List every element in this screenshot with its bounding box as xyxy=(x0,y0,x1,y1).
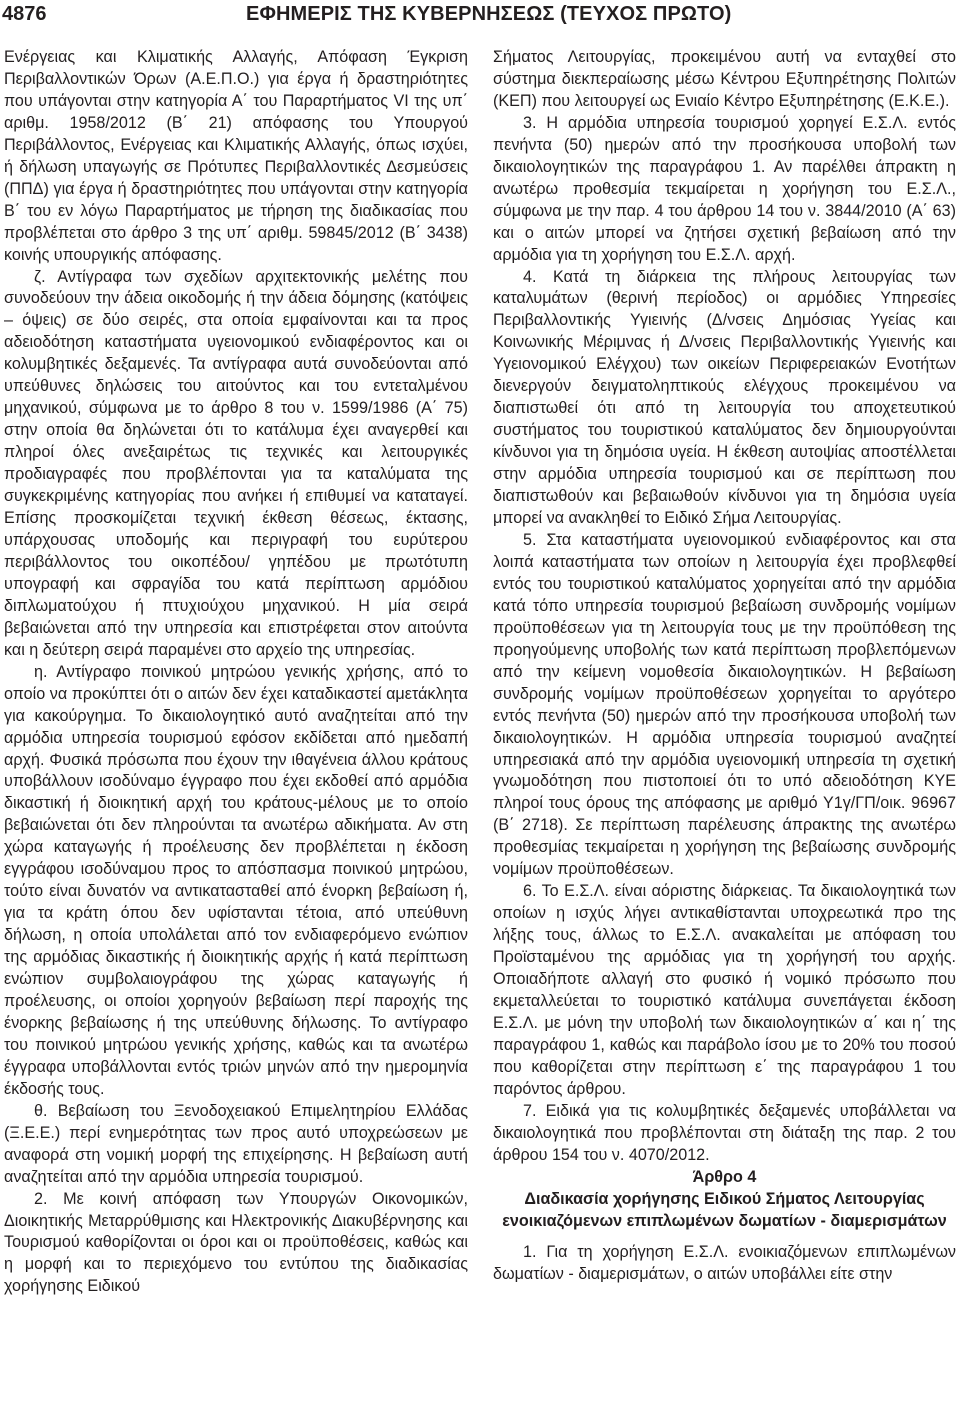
paragraph: 7. Ειδικά για τις κολυμβητικές δεξαμενές υποβάλλεται να δικαιολογητικά που προβλέπονται στη διάταξη της παρ. 2 του άρθρου 154 του ν. 4070/2012. xyxy=(493,1101,956,1164)
paragraph: θ. Βεβαίωση του Ξενοδοχειακού Επιμελητηρίου Ελλάδας (Ξ.Ε.Ε.) περί ενημερότητας των προς αυτό υποχρεώσεων με αναφορά στη νομική μορφή της επιχείρησης. Η βεβαίωση αυτή αναζητείται από την αρμόδια υπηρεσία τουρισμού. xyxy=(4,1101,468,1186)
running-title: ΕΦΗΜΕΡΙΣ ΤΗΣ ΚΥΒΕΡΝΗΣΕΩΣ (ΤΕΥΧΟΣ ΠΡΩΤΟ) xyxy=(246,3,732,25)
paragraph: 5. Στα καταστήματα υγειονομικού ενδιαφέροντος και στα λοιπά καταστήματα των οποίων η λειτουργία έχει προβλεφθεί εντός του τουριστικού καταλύματος χορηγείται από την αρμόδια κατά τόπο υπηρεσία τουρισμού βεβαίωση συνδρομής νομίμων προϋποθέσεων για τη λειτουργία τους με την προϋπόθεση της προηγούμενης υποβολής των κατά περίπτωση προβλεπόμενων από την κείμενη νομοθεσία δικαιολογητικών. Η βεβαίωση συνδρομής νομίμων προϋποθέσεων χορηγείται το αργότερο εντός πενήντα (50) ημερών από την προσήκουσα υποβολή των δικαιολογητικών. Η αρμόδια υπηρεσία τουρισμού αναζητεί υπηρεσιακά από την αρμόδια υγειονομική υπηρεσία τη σχετική γνωμοδότηση που πιστοποιεί ότι το υπό αδειοδότηση ΚΥΕ πληροί τους όρους της απόφασης με αριθμό Υ1γ/ΓΠ/οικ. 96967 (Β΄ 2718). Σε περίπτωση παρέλευσης άπρακτης της ανωτέρω προθεσμίας τεκμαίρεται η χορήγηση της βεβαίωσης συνδρομής νομίμων προϋποθέσεων. xyxy=(493,530,956,879)
page-number: 4876 xyxy=(2,3,47,25)
paragraph: 3. Η αρμόδια υπηρεσία τουρισμού χορηγεί Ε.Σ.Λ. εντός πενήντα (50) ημερών από την προσήκουσα υποβολή των δικαιολογητικών της παραγράφου 1. Αν παρέλθει άπρακτη η ανωτέρω προθεσμία τεκμαίρεται η χορήγηση του Ε.Σ.Λ., σύμφωνα με την παρ. 4 του άρθρου 14 του ν. 3844/2010 (Α΄ 63) και ο αιτών μπορεί να ζητήσει σχετική βεβαίωση από την αρμόδια για τη χορήγηση του Ε.Σ.Λ. αρχή. xyxy=(493,113,956,264)
paragraph: 4. Κατά τη διάρκεια της πλήρους λειτουργίας των καταλυμάτων (θερινή περίοδος) οι αρμόδιες Υπηρεσίες Περιβαλλοντικής Υγιεινής (Δ/νσεις Δημόσιας Υγείας και Κοινωνικής Μέριμνας ή Δ/νσεις Περιβαλλοντικής Υγιεινής και Υγειονομικού Ελέγχου) των οικείων Περιφερειακών Ενοτήτων διενεργούν δειγματοληπτικούς ελέγχους προκειμένου να διαπιστωθεί ότι από τη λειτουργία του αποχετευτικού συστήματος του τουριστικού καταλύματος δεν δημιουργούνται κίνδυνοι για τη δημόσια υγεία. Η έκθεση αυτοψίας αποστέλλεται στην αρμόδια υπηρεσία τουρισμού και σε περίπτωση που διαπιστωθούν και βεβαιωθούν κίνδυνοι για τη δημόσια υγεία μπορεί να ανακληθεί το Ειδικό Σήμα Λειτουργίας. xyxy=(493,267,956,528)
paragraph: Ενέργειας και Κλιματικής Αλλαγής, Απόφαση Έγκριση Περιβαλλοντικών Όρων (Α.Ε.Π.Ο.) για έργα ή δραστηριότητες που υπάγονται στην κατηγορία Α΄ του Παραρτήματος VI της υπ΄ αριθμ. 1958/2012 (Β΄ 21) απόφασης του Υπουργού Περιβάλλοντος, Ενέργειας και Κλιματικής Αλλαγής, όπως ισχύει, ή δήλωση υπαγωγής σε Πρότυπες Περιβαλλοντικές Δεσμεύσεις (ΠΠΔ) για έργα ή δραστηριότητες που υπάγονται στην κατηγορία Β΄ του εν λόγω Παραρτήματος με τήρηση της διαδικασίας που προβλέπεται στο άρθρο 3 της υπ΄ αριθμ. 59845/2012 (Β΄ 3438) κοινής υπουργικής απόφασης. xyxy=(4,48,468,264)
article-title: Διαδικασία χορήγησης Ειδικού Σήματος Λειτουργίας ενοικιαζόμενων επιπλωμένων δωματίων - διαμερισμάτων xyxy=(502,1189,947,1230)
paragraph: ζ. Αντίγραφα των σχεδίων αρχιτεκτονικής μελέτης που συνοδεύουν την άδεια οικοδομής ή την άδεια δόμησης (κατόψεις – όψεις) σε δύο σειρές, στα οποία εμφαίνονται και τα προς αδειοδότηση καταστήματα υγειονομικού ενδιαφέροντος και οι κολυμβητικές δεξαμενές. Τα αντίγραφα αυτά συνοδεύονται από υπεύθυνες δηλώσεις του αιτούντος και του εντεταλμένου μηχανικού, σύμφωνα με το άρθρο 8 του ν. 1599/1986 (Α΄ 75) στην οποία θα δηλώνεται ότι το κατάλυμα έχει αναγερθεί και πληροί όλες ανεξαιρέτως τις τεχνικές και λειτουργικές προδιαγραφές που προβλέπονται για τα καταλύματα της συγκεκριμένης κατηγορίας που ανήκει ή επιθυμεί να καταταγεί. Επίσης προσκομίζεται τεχνική έκθεση θέσεως, έκτασης, υπάρχουσας υποδομής και περιγραφή του ευρύτερου περιβάλλοντος του οικοπέδου/ γηπέδου με πρωτότυπη υπογραφή και σφραγίδα του κατά περίπτωση αρμόδιου διπλωματούχου ή πτυχιούχου μηχανικού. Η μία σειρά βεβαιώνεται από την υπηρεσία και επιστρέφεται στον αιτούντα και η δεύτερη σειρά παραμένει στο αρχείο της υπηρεσίας. xyxy=(4,267,468,659)
paragraph: Σήματος Λειτουργίας, προκειμένου αυτή να ενταχθεί στο σύστημα διεκπεραίωσης μέσω Κέντρου Εξυπηρέτησης Πολιτών (ΚΕΠ) που λειτουργεί ως Ενιαίο Κέντρο Εξυπηρέτησης (Ε.Κ.Ε.). xyxy=(493,48,956,110)
paragraph: 1. Για τη χορήγηση Ε.Σ.Λ. ενοικιαζόμενων επιπλωμένων δωματίων - διαμερισμάτων, ο αιτών υποβάλλει είτε στην xyxy=(493,1243,956,1284)
left-column xyxy=(4,47,468,1298)
article-number: Άρθρο 4 xyxy=(692,1167,757,1186)
paragraph: 2. Με κοινή απόφαση των Υπουργών Οικονομικών, Διοικητικής Μεταρρύθμισης και Ηλεκτρονικής Διακυβέρνησης και Τουρισμού καθορίζονται οι όροι και οι προϋποθέσεις, καθώς και η μορφή και το περιεχόμενο του εντύπου της διαδικασίας χορήγησης Ειδικού xyxy=(4,1189,468,1296)
right-column xyxy=(493,47,956,1286)
page-header xyxy=(0,0,960,30)
paragraph: 6. Το Ε.Σ.Λ. είναι αόριστης διάρκειας. Τα δικαιολογητικά των οποίων η ισχύς λήγει αντικαθίστανται υποχρεωτικά προ της λήξης τους, άλλως το Ε.Σ.Λ. ανακαλείται με απόφαση του Προϊσταμένου της αρμόδιας για τη χορήγησή του αρχής. Οποιαδήποτε αλλαγή στο φυσικό ή νομικό πρόσωπο που εκμεταλλεύεται το τουριστικό κατάλυμα συνεπάγεται έκδοση Ε.Σ.Λ. με μόνη την υποβολή των δικαιολογητικών α΄ και η΄ της παραγράφου 1, καθώς και παράβολο ίσου με το 20% του ποσού που καθορίζεται στην περίπτωση ε΄ της παραγράφου 1 του παρόντος άρθρου. xyxy=(493,882,956,1098)
paragraph: η. Αντίγραφο ποινικού μητρώου γενικής χρήσης, από το οποίο να προκύπτει ότι ο αιτών δεν έχει καταδικαστεί αμετάκλητα για κακούργημα. Το δικαιολογητικό αυτό αναζητείται από την αρμόδια υπηρεσία τουρισμού εφόσον εκδίδεται από ημεδαπή αρχή. Φυσικά πρόσωπα που έχουν την ιθαγένεια άλλου κράτους υποβάλλουν ισοδύναμο έγγραφο που έχει εκδοθεί από αρμόδια δικαστική ή διοικητική αρχή του κράτους-μέλους με το οποίο βεβαιώνεται ότι δεν πληρούνται τα ανωτέρω αδικήματα. Αν στη χώρα καταγωγής ή προέλευσης δεν προβλέπεται η έκδοση εγγράφου ισοδύναμου προς το απόσπασμα ποινικού μητρώου, τούτο είναι δυνατόν να αντικατασταθεί από ένορκη βεβαίωση ή, για τα κράτη όπου δεν υφίστανται τέτοια, από υπεύθυνη δήλωση, η οποία υπολάλεται από τον ενδιαφερόμενο ενώπιον της αρμόδιας δικαστικής ή διοικητικής αρχής ή κατά περίπτωση ενώπιον συμβολαιογράφου της χώρας καταγωγής ή προέλευσης, οι οποίοι χορηγούν βεβαίωση περί παροχής της ένορκης βεβαίωσης ή της υπεύθυνης δήλωσης. Το αντίγραφο του ποινικού μητρώου γενικής χρήσης, καθώς και τα ανωτέρω έγγραφα υποβάλλονται εντός τριών μηνών από την ημερομηνία έκδοσής τους. xyxy=(4,662,468,1098)
